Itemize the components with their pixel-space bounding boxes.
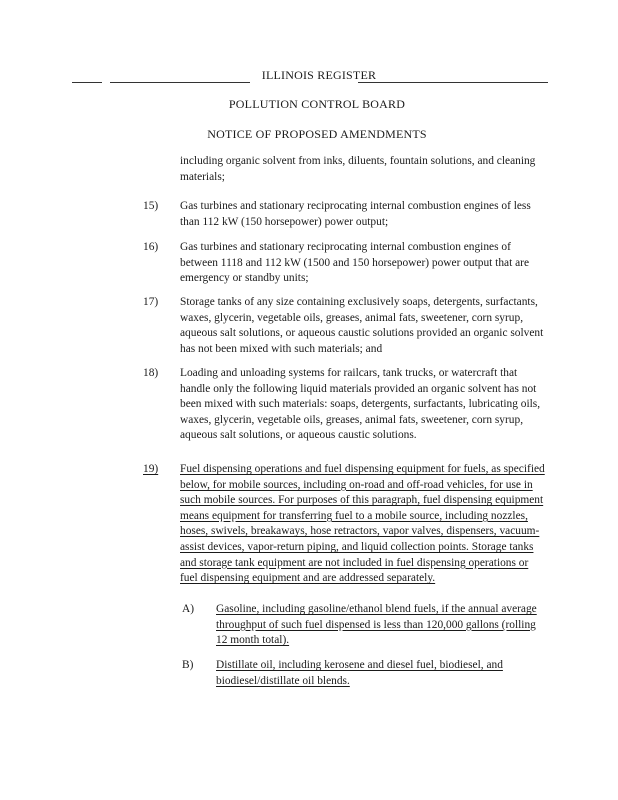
item-number-19: 19) [143, 463, 159, 475]
item-text-17: Storage tanks of any size containing exclusively soaps, detergents, surfactants, waxes, glycerin, vegetable oils, greases, animal fats, sweetener, corn syrup, aqueous salt solutions, or aqueous caustic solutions provided an organic solvent has not been mixed with such materials; and [180, 296, 544, 355]
subitem-label-a: A) [182, 603, 195, 615]
subitem-text-a: Gasoline, including gasoline/ethanol blend fuels, if the annual average throughput of such fuel dispensed is less than 120,000 gallons (rolling 12 month total). [216, 603, 537, 647]
subitem-label-b: B) [182, 659, 194, 671]
item-number-18: 18) [143, 367, 159, 379]
item-number-15: 15) [143, 200, 159, 212]
item-number-17: 17) [143, 296, 159, 308]
item-text-15: Gas turbines and stationary reciprocating internal combustion engines of less than 112 kW (150 horsepower) power output; [180, 200, 531, 228]
item-text-18: Loading and unloading systems for railcars, tank trucks, or watercraft that handle only the following liquid materials provided an organic solvent has not been mixed with such materials: soaps, detergents, surfactants, lubricating oils, waxes, glycerin, vegetable oils, greases, animal fats, sweetener, corn syrup, aqueous salt solutions, or aqueous caustic solutions. [180, 367, 541, 442]
item-number-16: 16) [143, 241, 159, 253]
board-title: POLLUTION CONTROL BOARD [228, 97, 406, 111]
item-text-16: Gas turbines and stationary reciprocating internal combustion engines of between 1118 and 112 kW (1500 and 150 horsepower) power output that are emergency or standby units; [180, 241, 530, 285]
notice-title: NOTICE OF PROPOSED AMENDMENTS [207, 127, 427, 141]
item-text-19: Fuel dispensing operations and fuel dispensing equipment for fuels, as specified below, for mobile sources, including on-road and off-road vehicles, for use in such mobile sources. For purposes of this paragraph, fuel dispensing equipment means equipment for transferring fuel to a mobile source, including nozzles, hoses, swivels, breakaways, hose retractors, vapor valves, dispensers, vacuum-assist devices, vapor-return piping, and liquid collection points. Storage tanks and storage tank equipment are not included in fuel dispensing operations or fuel dispensing equipment and are addressed separately. [180, 463, 545, 585]
continuation-text: including organic solvent from inks, diluents, fountain solutions, and cleaning materials; [180, 155, 536, 183]
register-title: ILLINOIS REGISTER [261, 68, 377, 82]
subitem-text-b [216, 658, 546, 689]
subitem-text-b-underlined: Distillate oil, including kerosene and diesel fuel, biodiesel, and biodiesel/distillate oil blends. [216, 659, 503, 687]
